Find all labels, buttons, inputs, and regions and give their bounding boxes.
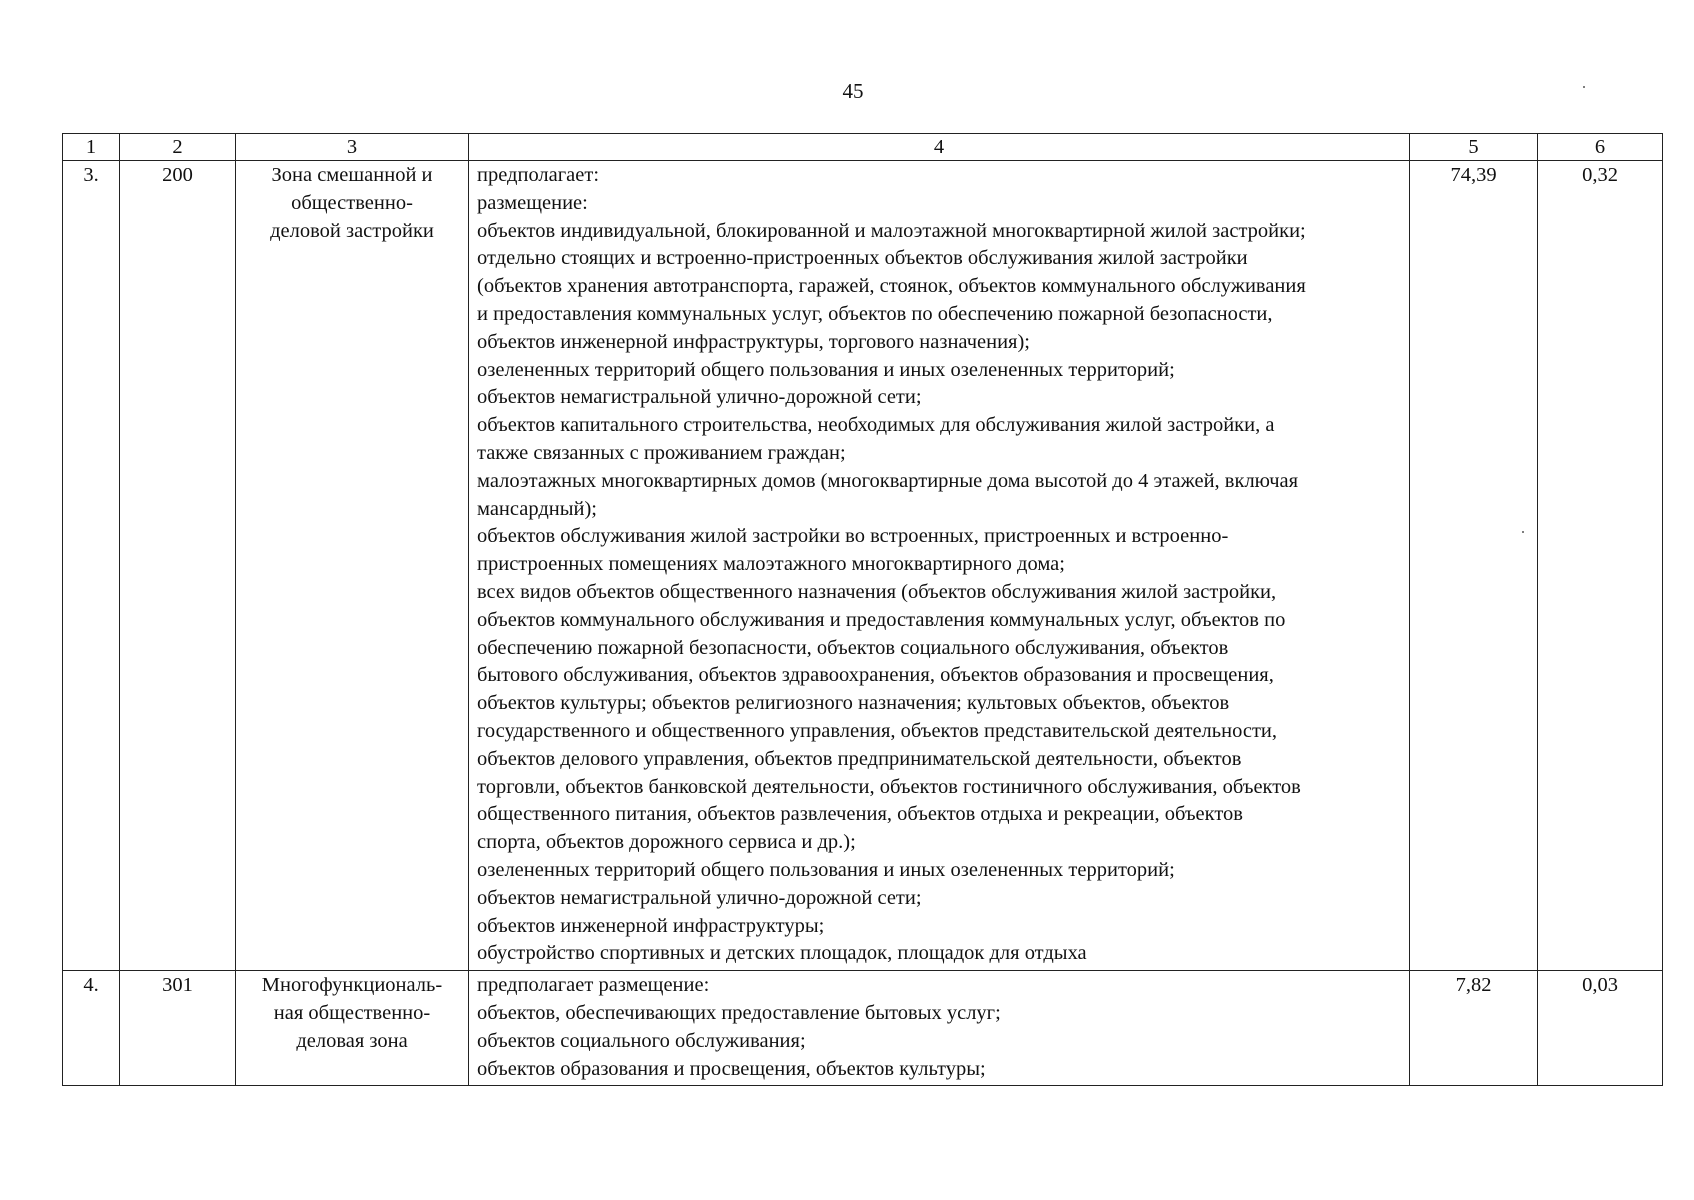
text-line: общественно-: [291, 191, 413, 214]
zone-description: [469, 971, 1410, 1086]
zoning-table: [62, 133, 1663, 1086]
header-cell-1: 1: [63, 134, 120, 161]
page-number: 45: [842, 79, 864, 103]
text-line: государственного и общественного управления, объектов представительской деятельности,: [477, 719, 1278, 742]
area-value: 7,82: [1410, 971, 1538, 1086]
table-row: [63, 161, 1663, 971]
text-line: торговли, объектов банковской деятельности, объектов гостиничного обслуживания, объектов: [477, 775, 1301, 798]
table-row: [63, 971, 1663, 1086]
text-line: пристроенных помещениях малоэтажного многоквартирного дома;: [477, 553, 1065, 576]
text-line: также связанных с проживанием граждан;: [477, 441, 846, 464]
text-line: бытового обслуживания, объектов здравоохранения, объектов образования и просвещения,: [477, 664, 1274, 687]
text-line: малоэтажных многоквартирных домов (многоквартирные дома высотой до 4 этажей, включая: [477, 469, 1299, 492]
text-line: объектов коммунального обслуживания и предоставления коммунальных услуг, объектов по: [477, 608, 1286, 631]
header-cell-3: 3: [236, 134, 469, 161]
text-line: Зона смешанной и: [271, 164, 433, 186]
row-number: 3.: [63, 161, 120, 971]
zone-name: [236, 161, 469, 971]
text-line: предполагает:: [477, 164, 600, 186]
text-line: озелененных территорий общего пользования и иных озелененных территорий;: [477, 858, 1175, 881]
text-line: деловой застройки: [270, 219, 434, 242]
text-line: объектов обслуживания жилой застройки во встроенных, пристроенных и встроенно-: [477, 525, 1229, 548]
text-line: (объектов хранения автотранспорта, гаражей, стоянок, объектов коммунального обслуживания: [477, 275, 1306, 298]
text-line: объектов, обеспечивающих предоставление бытовых услуг;: [477, 1001, 1001, 1024]
header-cell-5: 5: [1410, 134, 1538, 161]
header-cell-2: 2: [120, 134, 236, 161]
text-line: обустройство спортивных и детских площадок, площадок для отдыха: [477, 942, 1087, 965]
text-line: отдельно стоящих и встроенно-пристроенных объектов обслуживания жилой застройки: [477, 247, 1248, 270]
header-cell-4: 4: [469, 134, 1410, 161]
text-line: деловая зона: [296, 1029, 408, 1052]
text-line: размещение:: [477, 191, 588, 214]
table-body: [63, 161, 1663, 1086]
text-line: озелененных территорий общего пользования и иных озелененных территорий;: [477, 358, 1175, 381]
text-line: объектов культуры; объектов религиозного назначения; культовых объектов, объектов: [477, 692, 1230, 715]
text-line: и предоставления коммунальных услуг, объектов по обеспечению пожарной безопасности,: [477, 302, 1273, 325]
text-line: объектов делового управления, объектов предпринимательской деятельности, объектов: [477, 747, 1242, 770]
row-number: 4.: [63, 971, 120, 1086]
text-line: объектов образования и просвещения, объектов культуры;: [477, 1057, 986, 1080]
zone-description: [469, 161, 1410, 971]
text-line: предполагает размещение:: [477, 974, 710, 997]
text-line: обеспечению пожарной безопасности, объектов социального обслуживания, объектов: [477, 636, 1229, 659]
text-line: объектов капитального строительства, необходимых для обслуживания жилой застройки, а: [477, 414, 1275, 437]
text-line: всех видов объектов общественного назначения (объектов обслуживания жилой застройки,: [477, 580, 1277, 603]
text-line: объектов немагистральной улично-дорожной сети;: [477, 886, 922, 909]
share-value: 0,32: [1538, 161, 1663, 971]
text-line: мансардный);: [477, 497, 597, 520]
text-line: спорта, объектов дорожного сервиса и др.);: [477, 831, 856, 854]
text-line: общественного питания, объектов развлечения, объектов отдыха и рекреации, объектов: [477, 803, 1243, 826]
zone-code: 301: [120, 971, 236, 1086]
text-line: объектов инженерной инфраструктуры, торгового назначения);: [477, 330, 1030, 353]
text-line: объектов немагистральной улично-дорожной сети;: [477, 386, 922, 409]
text-line: объектов индивидуальной, блокированной и малоэтажной многоквартирной жилой застройки;: [477, 219, 1306, 242]
header-row: [63, 134, 1663, 161]
text-line: ная общественно-: [273, 1001, 431, 1024]
text-line: объектов инженерной инфраструктуры;: [477, 914, 825, 937]
area-value: 74,39: [1410, 161, 1538, 971]
text-line: Многофункциональ-: [261, 974, 443, 997]
zone-code: 200: [120, 161, 236, 971]
zone-name: [236, 971, 469, 1086]
header-cell-6: 6: [1538, 134, 1663, 161]
text-line: объектов социального обслуживания;: [477, 1029, 806, 1052]
share-value: 0,03: [1538, 971, 1663, 1086]
scan-speck: [1583, 86, 1585, 88]
